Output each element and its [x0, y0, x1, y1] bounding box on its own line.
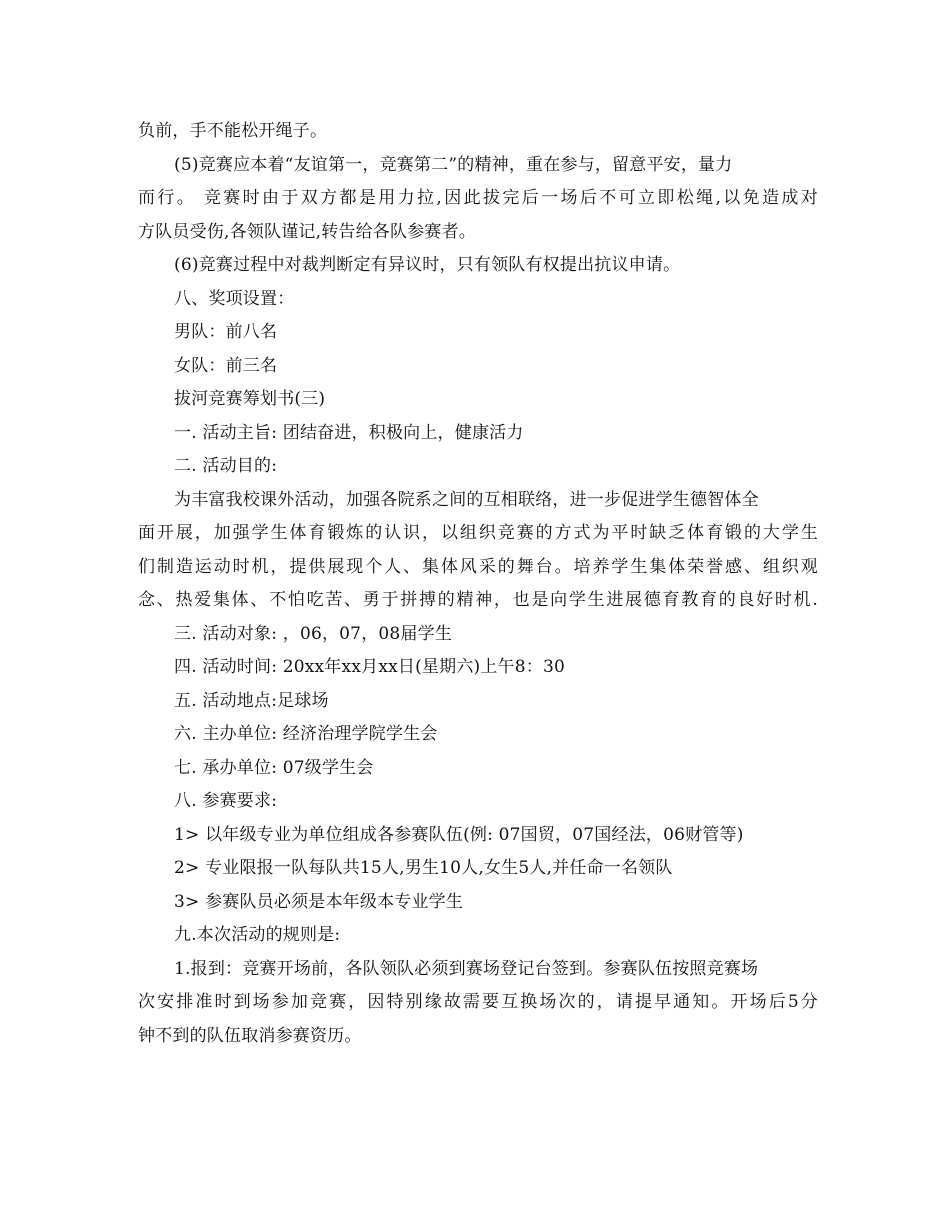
paragraph-line: 次安排准时到场参加竞赛，因特别缘故需要互换场次的，请提早通知。开场后5分 [138, 992, 818, 1012]
section-heading: 九.本次活动的规则是: [174, 925, 341, 945]
paragraph-line: 方队员受伤,各领队谨记,转告给各队参赛者。 [138, 221, 477, 242]
paragraph-line: 1.报到：竞赛开场前，各队领队必须到赛场登记台签到。参赛队伍按照竞赛场 [174, 958, 759, 979]
document-body [138, 115, 818, 1053]
section-heading: 二. 活动目的: [174, 456, 278, 476]
list-item: 1> 以年级专业为单位组成各参赛队伍(例: 07国贸，07国经法，06财管等) [174, 824, 744, 845]
paragraph-line: 钟不到的队伍取消参赛资历。 [138, 1025, 362, 1046]
section-heading: 八、奖项设置： [174, 288, 295, 309]
section-heading: 拔河竞赛筹划书(三) [174, 389, 326, 409]
paragraph-line: 六. 主办单位: 经济治理学院学生会 [174, 724, 438, 744]
paragraph-line: 七. 承办单位: 07级学生会 [174, 757, 374, 778]
paragraph-line: 五. 活动地点:足球场 [174, 690, 329, 711]
paragraph-line: 女队：前三名 [174, 355, 278, 376]
list-item: 2> 专业限报一队每队共15人,男生10人,女生5人,并任命一名领队 [174, 858, 673, 878]
list-item: 3> 参赛队员必须是本年级本专业学生 [174, 891, 464, 912]
paragraph-line: 三. 活动对象: ，06，07，08届学生 [174, 623, 453, 644]
paragraph-line: 四. 活动时间: 20xx年xx月xx日(星期六)上午8：30 [174, 657, 566, 677]
paragraph-line: 男队：前八名 [174, 322, 278, 342]
section-heading: 八. 参赛要求: [174, 791, 278, 811]
paragraph-line: (6)竞赛过程中对裁判断定有异议时，只有领队有权提出抗议申请。 [174, 255, 681, 275]
paragraph-line: 一. 活动主旨: 团结奋进，积极向上，健康活力 [174, 422, 524, 443]
paragraph-line: 面开展，加强学生体育锻炼的认识，以组织竞赛的方式为平时缺乏体育锻的大学生 [138, 523, 818, 543]
paragraph-line: 们制造运动时机，提供展现个人、集体风采的舞台。培养学生集体荣誉感、组织观 [138, 556, 818, 577]
paragraph-line: (5)竞赛应本着“友谊第一，竞赛第二”的精神，重在参与，留意平安，量力 [174, 154, 733, 175]
paragraph-line: 念、热爱集体、不怕吃苦、勇于拼搏的精神，也是向学生进展德育教育的良好时机. [138, 590, 818, 610]
paragraph-line: 而行。 竞赛时由于双方都是用力拉,因此拔完后一场后不可立即松绳,以免造成对 [138, 188, 818, 208]
paragraph-line: 负前，手不能松开绳子。 [138, 121, 328, 141]
paragraph-line: 为丰富我校课外活动，加强各院系之间的互相联络，进一步促进学生德智体全 [174, 489, 759, 510]
